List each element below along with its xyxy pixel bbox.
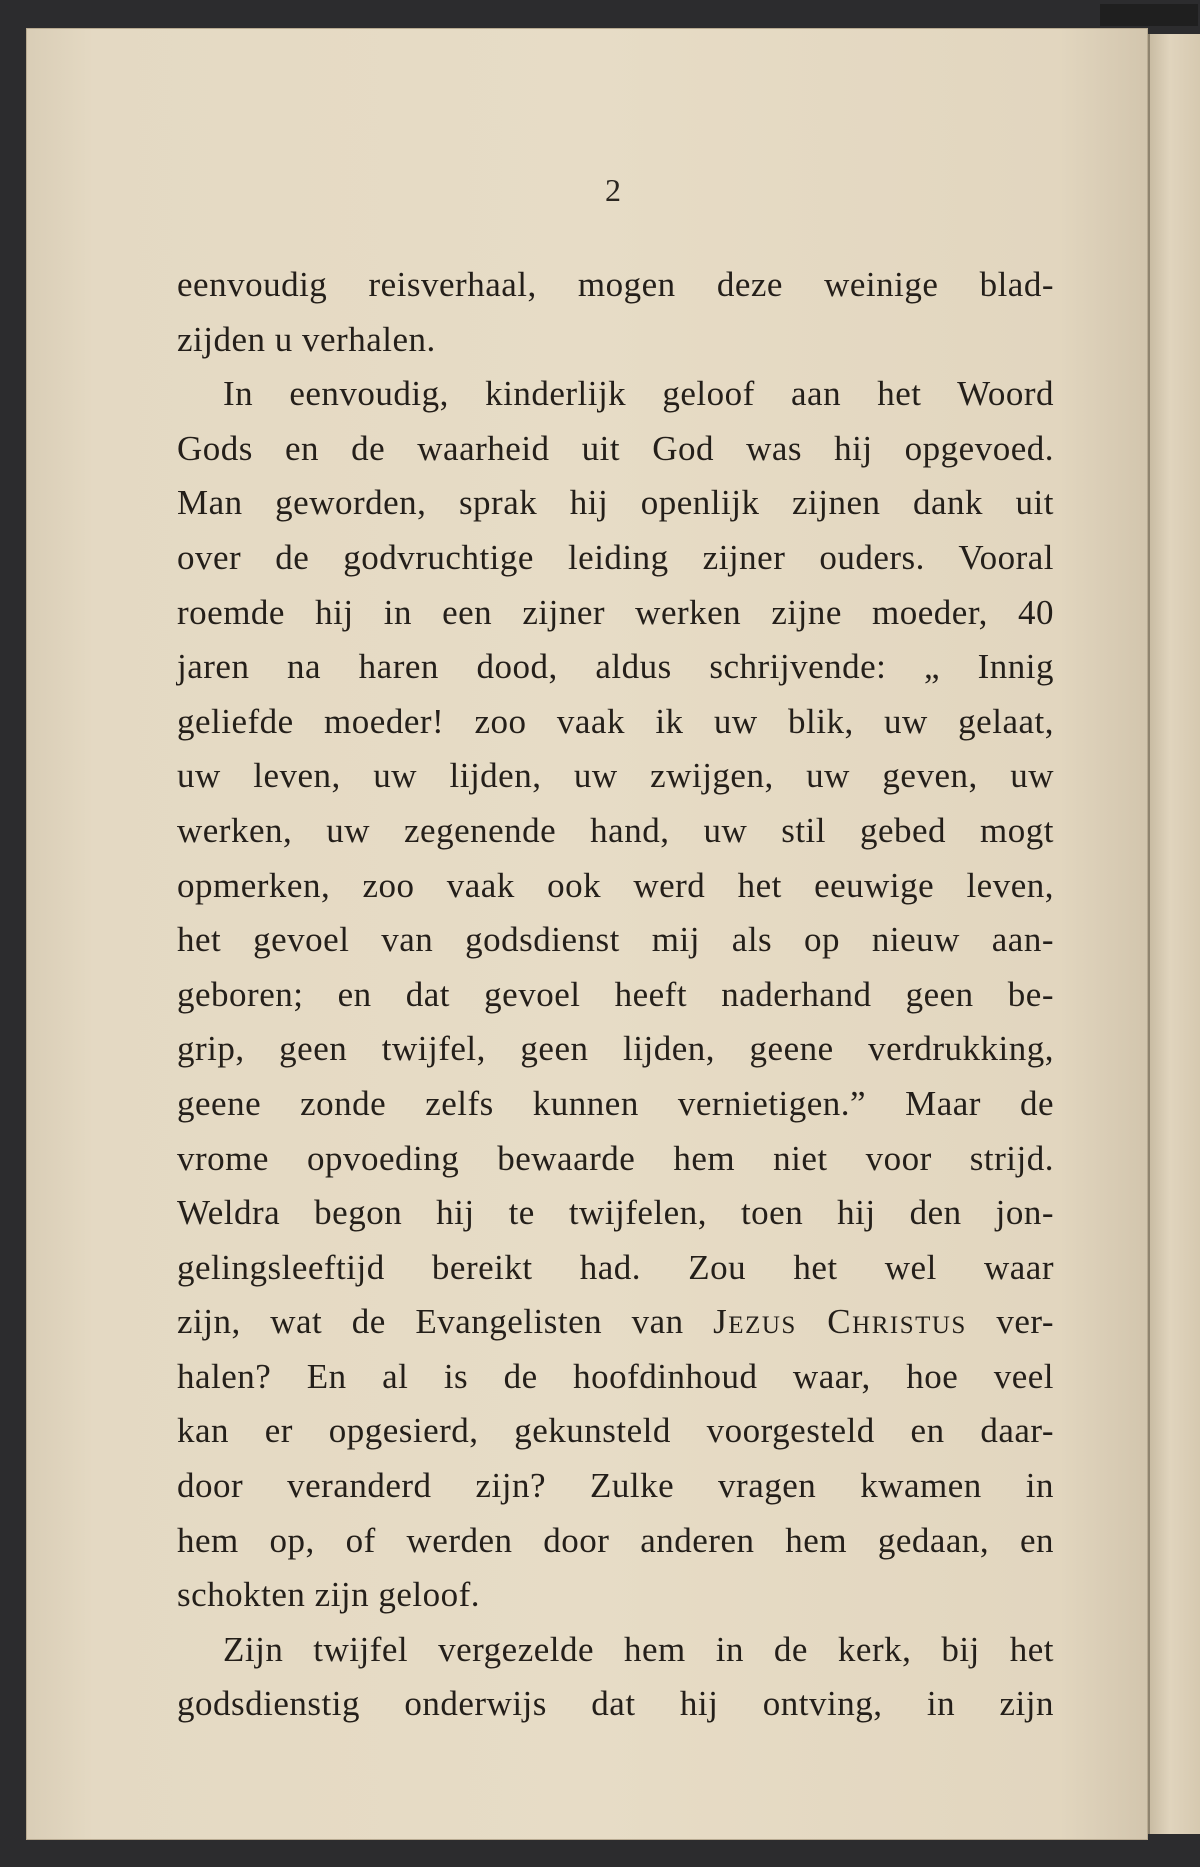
- text-line: door veranderd zijn? Zulke vragen kwamen in: [177, 1466, 1054, 1506]
- text-line: opmerken, zoo vaak ook werd het eeuwige leven,: [177, 865, 1054, 905]
- paragraph-start-line: Zijn twijfel vergezelde hem in de kerk, bij het: [223, 1629, 1054, 1669]
- line-text: ver-: [966, 1302, 1054, 1342]
- text-line: werken, uw zegenende hand, uw stil gebed mogt: [177, 810, 1054, 850]
- text-line: vrome opvoeding bewaarde hem niet voor strijd.: [177, 1138, 1054, 1178]
- text-line: schokten zijn geloof.: [177, 1575, 481, 1615]
- text-line: eenvoudig reisverhaal, mogen deze weinige blad-: [177, 265, 1054, 304]
- text-line: over de godvruchtige leiding zijner ouders. Vooral: [177, 537, 1054, 577]
- text-line: godsdienstig onderwijs dat hij ontving, in zijn: [177, 1684, 1054, 1724]
- text-line: halen? En al is de hoofdinhoud waar, hoe veel: [177, 1356, 1054, 1396]
- text-line: jaren na haren dood, aldus schrijvende: „ Innig: [177, 647, 1054, 687]
- text-line: geliefde moeder! zoo vaak ik uw blik, uw gelaat,: [177, 701, 1054, 741]
- binding-mark: [1100, 4, 1198, 26]
- adjacent-page-edge: [1148, 34, 1200, 1834]
- line-text: zijn, wat de Evangelisten van: [177, 1302, 714, 1342]
- body-text: [177, 258, 1054, 1732]
- text-line: gelingsleeftijd bereikt had. Zou het wel waar: [177, 1247, 1054, 1287]
- name-smallcaps: Jezus Christus: [713, 1302, 967, 1342]
- text-line: uw leven, uw lijden, uw zwijgen, uw geven, uw: [177, 756, 1054, 796]
- text-line: Man geworden, sprak hij openlijk zijnen dank uit: [177, 483, 1054, 523]
- text-line: kan er opgesierd, gekunsteld voorgesteld en daar-: [177, 1411, 1054, 1451]
- paragraph-start-line: In eenvoudig, kinderlijk geloof aan het Woord: [223, 374, 1054, 414]
- text-line: Gods en de waarheid uit God was hij opgevoed.: [177, 428, 1054, 468]
- text-line: hem op, of werden door anderen hem gedaan, en: [177, 1520, 1054, 1560]
- text-line: [177, 1295, 1054, 1350]
- text-line: het gevoel van godsdienst mij als op nieuw aan-: [177, 920, 1054, 960]
- text-line: roemde hij in een zijner werken zijne moeder, 40: [177, 592, 1054, 632]
- text-line: zijden u verhalen.: [177, 319, 436, 359]
- text-line: geene zonde zelfs kunnen vernietigen.” Maar de: [177, 1083, 1054, 1123]
- text-line: grip, geen twijfel, geen lijden, geene verdrukking,: [177, 1029, 1054, 1069]
- text-line: geboren; en dat gevoel heeft naderhand geen be-: [177, 974, 1054, 1014]
- text-line: Weldra begon hij te twijfelen, toen hij den jon-: [177, 1193, 1054, 1233]
- page-number: 2: [605, 172, 621, 208]
